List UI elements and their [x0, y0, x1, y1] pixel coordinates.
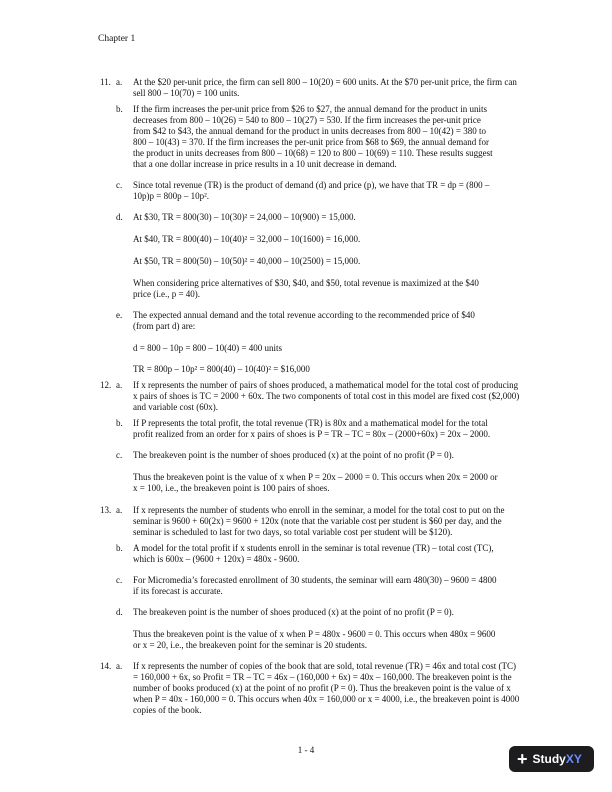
brand-main: Study — [532, 752, 566, 766]
part-letter: b. — [116, 418, 123, 428]
part-letter: c. — [116, 450, 123, 460]
text-line: If x represents the number of students who enroll in the seminar, a model for the total cost to put on the — [133, 505, 505, 515]
plus-icon: + — [517, 749, 528, 769]
studyxy-badge[interactable] — [509, 746, 594, 772]
text-line: At $50, TR = 800(50) – 10(50)² = 40,000 – 10(2500) = 15,000. — [133, 256, 361, 266]
text-line: A model for the total profit if x students enroll in the seminar is total revenue (TR) – total cost (TC), — [133, 543, 494, 553]
text-line: which is 600x – (9600 + 120x) = 480x - 9600. — [133, 554, 300, 564]
part-letter: a. — [116, 505, 123, 515]
equation-line: TR = 800p – 10p² = 800(40) – 10(40)² = $16,000 — [133, 364, 310, 374]
text-line: when P = 40x - 160,000 = 0. This occurs when 40x = 160,000 or x = 4000, i.e., the breakeven point is 4000 — [133, 694, 520, 704]
question-number: 11. — [100, 77, 111, 87]
part-letter: d. — [116, 607, 123, 617]
text-line: if its forecast is accurate. — [133, 586, 223, 596]
text-line: price (i.e., p = 40). — [133, 289, 201, 299]
question-number: 14. — [100, 661, 112, 671]
text-line: profit realized from an order for x pairs of shoes is P = TR – TC = 80x – (2000+60x) = 20x – 2000. — [133, 429, 491, 439]
part-letter: c. — [116, 180, 123, 190]
text-line: x = 100, i.e., the breakeven point is 100 pairs of shoes. — [133, 483, 330, 493]
text-line: number of books produced (x) at the point of no profit (P = 0). Thus the breakeven point is the value of x — [133, 683, 511, 693]
part-letter: a. — [116, 661, 123, 671]
chapter-header: Chapter 1 — [98, 34, 136, 44]
text-line: 10p)p = 800p – 10p². — [133, 191, 210, 201]
text-line: copies of the book. — [133, 705, 202, 715]
text-line: and variable cost (60x). — [133, 402, 218, 412]
text-line: For Micromedia’s forecasted enrollment of 30 students, the seminar will earn 480(30) – 9600 = 4800 — [133, 575, 497, 585]
brand-accent: XY — [565, 752, 582, 766]
part-letter: b. — [116, 543, 123, 553]
text-line: seminar is 9600 + 60(2x) = 9600 + 120x (note that the variable cost per student is $60 per day, and the — [133, 516, 502, 526]
part-letter: e. — [116, 310, 123, 320]
text-line: The breakeven point is the number of shoes produced (x) at the point of no profit (P = 0). — [133, 450, 454, 460]
page-number: 1 - 4 — [297, 745, 315, 755]
question-number: 12. — [100, 380, 112, 390]
text-line: The breakeven point is the number of shoes produced (x) at the point of no profit (P = 0). — [133, 607, 454, 617]
text-line: Thus the breakeven point is the value of x when P = 480x - 9600 = 0. This occurs when 480x = 9600 — [133, 629, 496, 639]
text-line: If x represents the number of copies of the book that are sold, total revenue (TR) = 46x and total cost (TC) — [133, 661, 516, 671]
part-letter: c. — [116, 575, 123, 585]
part-letter: a. — [116, 380, 123, 390]
equation-line: d = 800 – 10p = 800 – 10(40) = 400 units — [133, 343, 282, 353]
text-line: When considering price alternatives of $30, $40, and $50, total revenue is maximized at the $40 — [133, 278, 479, 288]
text-line: At $30, TR = 800(30) – 10(30)² = 24,000 – 10(900) = 15,000. — [133, 212, 356, 222]
text-line: 800 – 10(43) = 370. If the firm increases the per-unit price from $68 to $69, the annual demand for — [133, 137, 490, 147]
text-line: the product in units decreases from 800 – 10(68) = 120 to 800 – 10(69) = 110. These results suggest — [133, 148, 493, 158]
text-line: The expected annual demand and the total revenue according to the recommended price of $40 — [133, 310, 475, 320]
text-line: decreases from 800 – 10(26) = 540 to 800 – 10(27) = 530. If the firm increases the per-unit price — [133, 115, 481, 125]
text-line: If P represents the total profit, the total revenue (TR) is 80x and a mathematical model for the total — [133, 418, 488, 428]
text-line: x pairs of shoes is TC = 2000 + 60x. The two components of total cost in this model are fixed cost ($2,000) — [133, 391, 520, 401]
text-line: At $40, TR = 800(40) – 10(40)² = 32,000 – 10(1600) = 16,000. — [133, 234, 361, 244]
text-line: At the $20 per-unit price, the firm can sell 800 – 10(20) = 600 units. At the $70 per-unit price, the firm can — [133, 77, 517, 87]
question-number: 13. — [100, 505, 112, 515]
part-letter: b. — [116, 104, 123, 114]
text-line: seminar is scheduled to last for two days, so total variable cost per student will be $120). — [133, 527, 453, 537]
text-line: (from part d) are: — [133, 321, 196, 331]
text-line: or x = 20, i.e., the breakeven point for the seminar is 20 students. — [133, 640, 368, 650]
text-line: sell 800 – 10(70) = 100 units. — [133, 88, 240, 98]
text-line: from $42 to $43, the annual demand for the product in units decreases from 800 – 10(42) = 380 to — [133, 126, 486, 136]
text-line: If the firm increases the per-unit price from $26 to $27, the annual demand for the product in units — [133, 104, 487, 114]
part-letter: d. — [116, 212, 123, 222]
text-line: that a one dollar increase in price results in a 10 unit decrease in demand. — [133, 159, 397, 169]
text-line: = 160,000 + 6x, so Profit = TR – TC = 46x – (160,000 + 6x) = 40x – 160,000. The breakeven point is the — [133, 672, 512, 682]
text-line: Since total revenue (TR) is the product of demand (d) and price (p), we have that TR = dp = (800 – — [133, 180, 490, 190]
part-letter: a. — [116, 77, 123, 87]
text-line: Thus the breakeven point is the value of x when P = 20x – 2000 = 0. This occurs when 20x = 2000 or — [133, 472, 498, 482]
text-line: If x represents the number of pairs of shoes produced, a mathematical model for the total cost of producing — [133, 380, 519, 390]
